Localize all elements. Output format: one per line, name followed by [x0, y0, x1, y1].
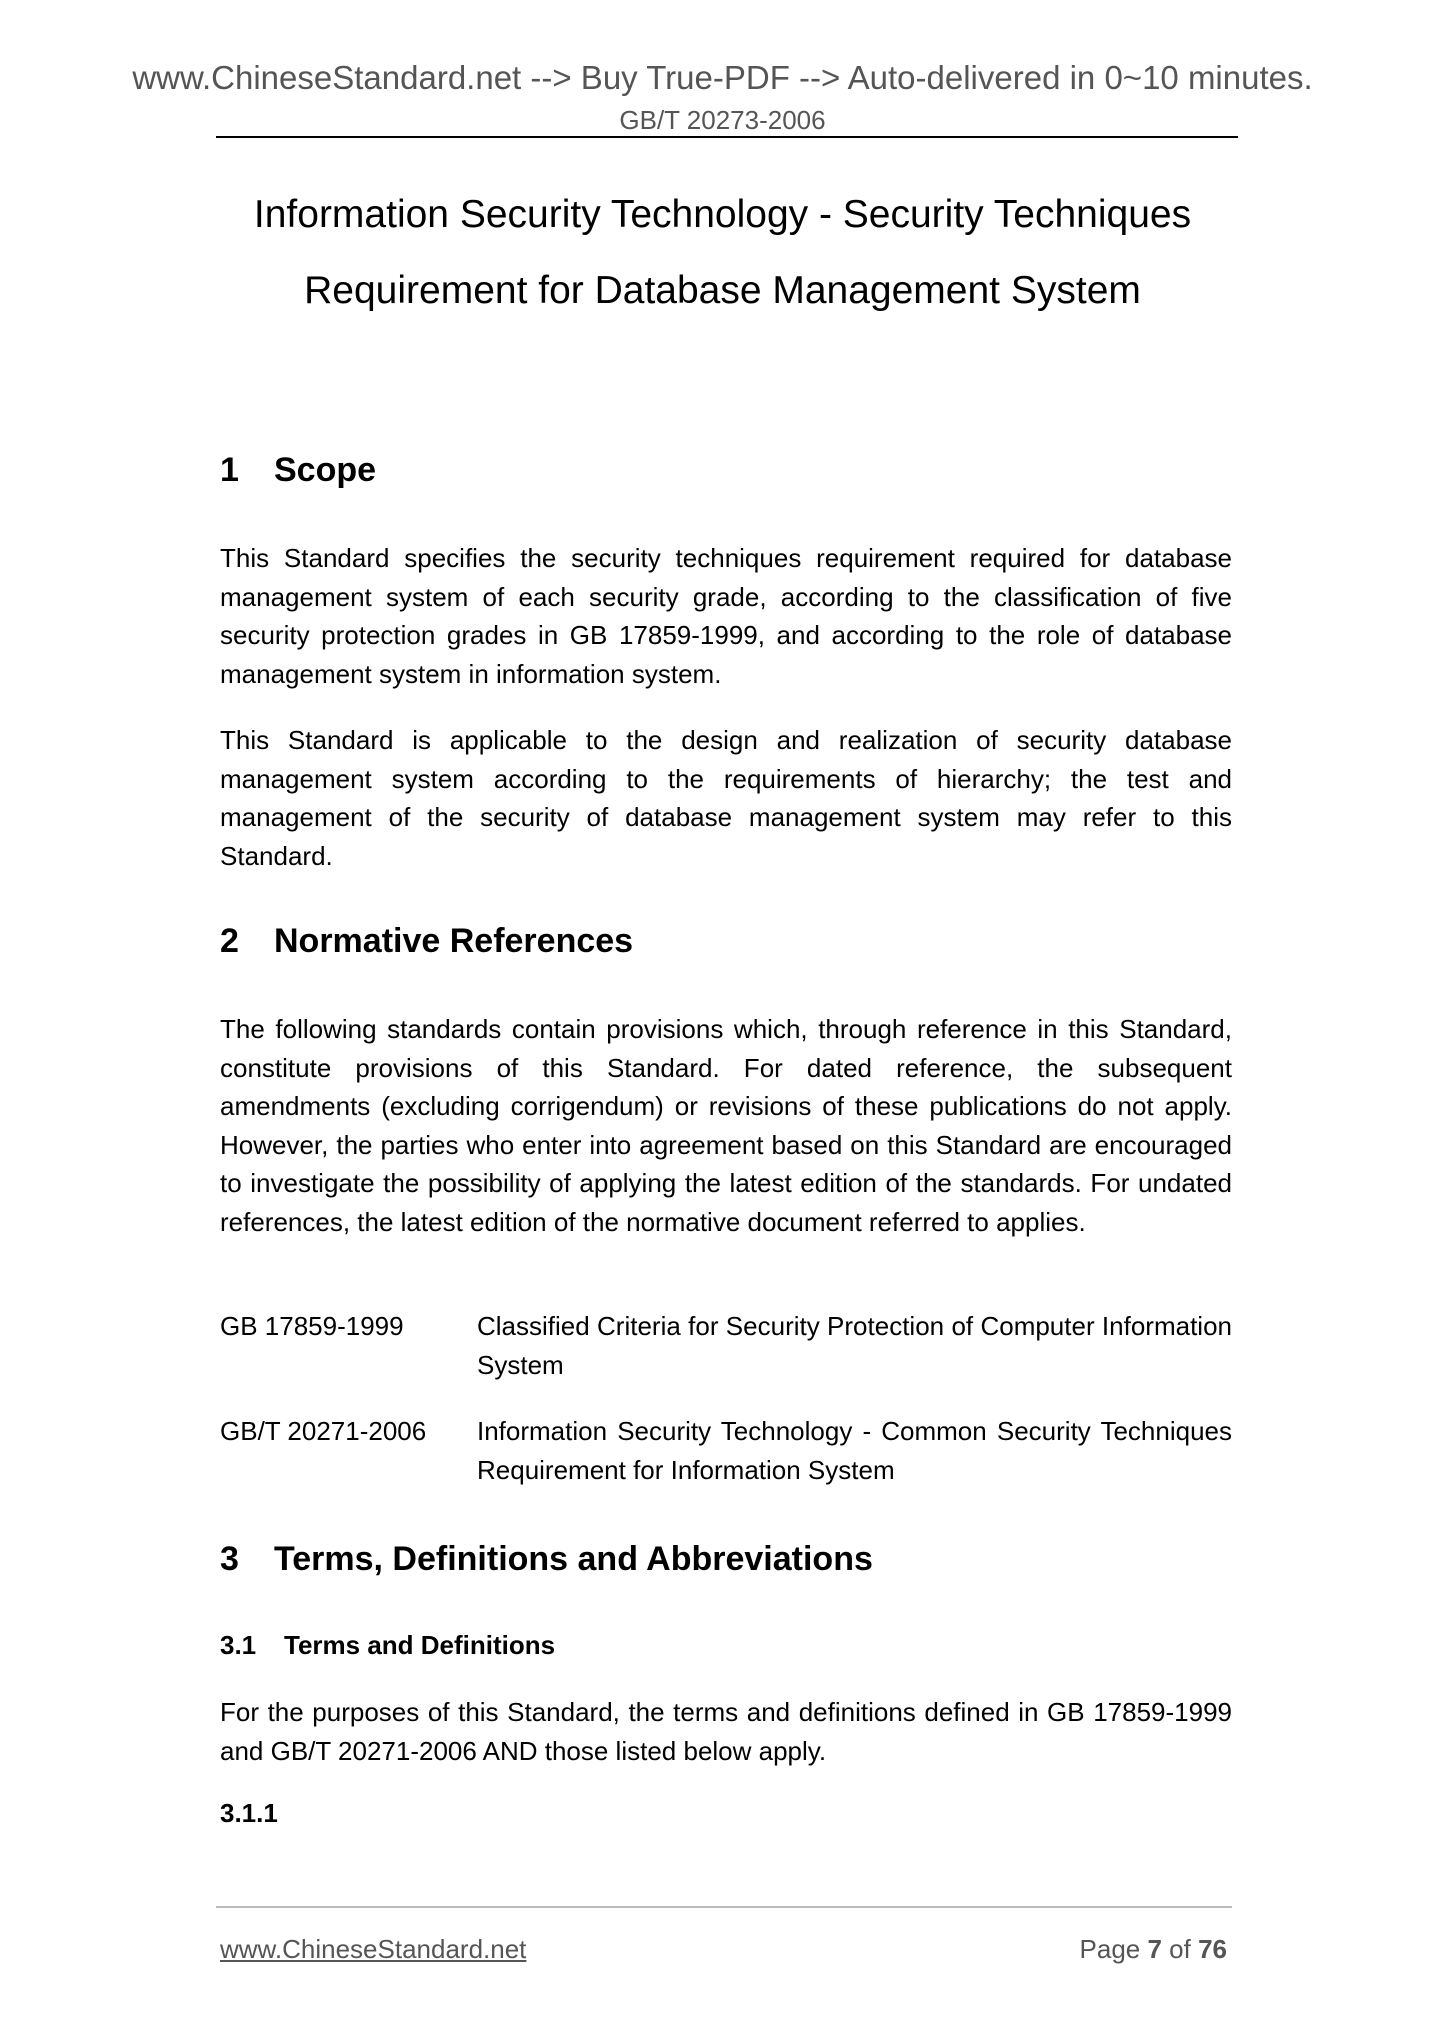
header-divider	[216, 136, 1238, 138]
reference-item	[220, 1307, 1232, 1387]
terms-definitions-paragraph: For the purposes of this Standard, the terms and definitions defined in GB 17859-1999 and GB/T 20271-2006 AND those listed below apply.	[220, 1697, 1232, 1766]
section-title: Normative References	[274, 922, 634, 960]
document-title-line1: Information Security Technology - Security Techniques	[253, 193, 1192, 236]
section-number: 3	[220, 1540, 239, 1578]
subsection-title: Terms and Definitions	[284, 1630, 556, 1660]
reference-item	[220, 1412, 1232, 1492]
subsection-3-1-heading	[220, 1628, 555, 1662]
normative-references-paragraph: The following standards contain provisions which, through reference in this Standard, constitute provisions of this Standard. For dated reference, the subsequent amendments (excluding corrigendum) or revisions of these publications do not apply. However, the parties who enter into agreement based on this Standard are encouraged to investigate the possibility of applying the latest edition of the standards. For undated references, the latest edition of the normative document referred to applies.	[220, 1014, 1232, 1237]
document-title-line2: Requirement for Database Management System	[304, 269, 1141, 312]
scope-paragraph-2: This Standard is applicable to the design and realization of security database management system according to the requirements of hierarchy; the test and management of the security of database management system may refer to this Standard.	[220, 725, 1232, 871]
page-of: of	[1161, 1934, 1199, 1964]
section-1-heading	[220, 448, 376, 492]
footer-divider	[216, 1906, 1232, 1908]
page-prefix: Page	[1079, 1934, 1148, 1964]
footer-website-link[interactable]: www.ChineseStandard.net	[220, 1934, 527, 1964]
scope-paragraph-1: This Standard specifies the security techniques requirement required for database management system of each security grade, according to the classification of five security protection grades in GB 17859-1999, and according to the role of database management system in information system.	[220, 543, 1232, 689]
header-banner: www.ChineseStandard.net --> Buy True-PDF --> Auto-delivered in 0~10 minutes.	[132, 59, 1313, 96]
section-3-heading	[220, 1537, 873, 1581]
page-current: 7	[1147, 1934, 1162, 1964]
section-number: 2	[220, 922, 239, 960]
reference-title: Classified Criteria for Security Protection of Computer Information System	[477, 1311, 1232, 1380]
section-number: 1	[220, 451, 239, 489]
section-title: Scope	[274, 451, 377, 489]
reference-code: GB/T 20271-2006	[220, 1416, 427, 1446]
page-total: 76	[1198, 1934, 1227, 1964]
section-title: Terms, Definitions and Abbreviations	[274, 1540, 873, 1578]
page-number	[1080, 1932, 1227, 1966]
standard-code: GB/T 20273-2006	[619, 105, 826, 135]
reference-code: GB 17859-1999	[220, 1311, 404, 1341]
clause-3-1-1-number: 3.1.1	[220, 1798, 278, 1828]
subsection-number: 3.1	[220, 1630, 257, 1660]
reference-title: Information Security Technology - Common Security Techniques Requirement for Information System	[477, 1416, 1232, 1485]
section-2-heading	[220, 919, 633, 963]
